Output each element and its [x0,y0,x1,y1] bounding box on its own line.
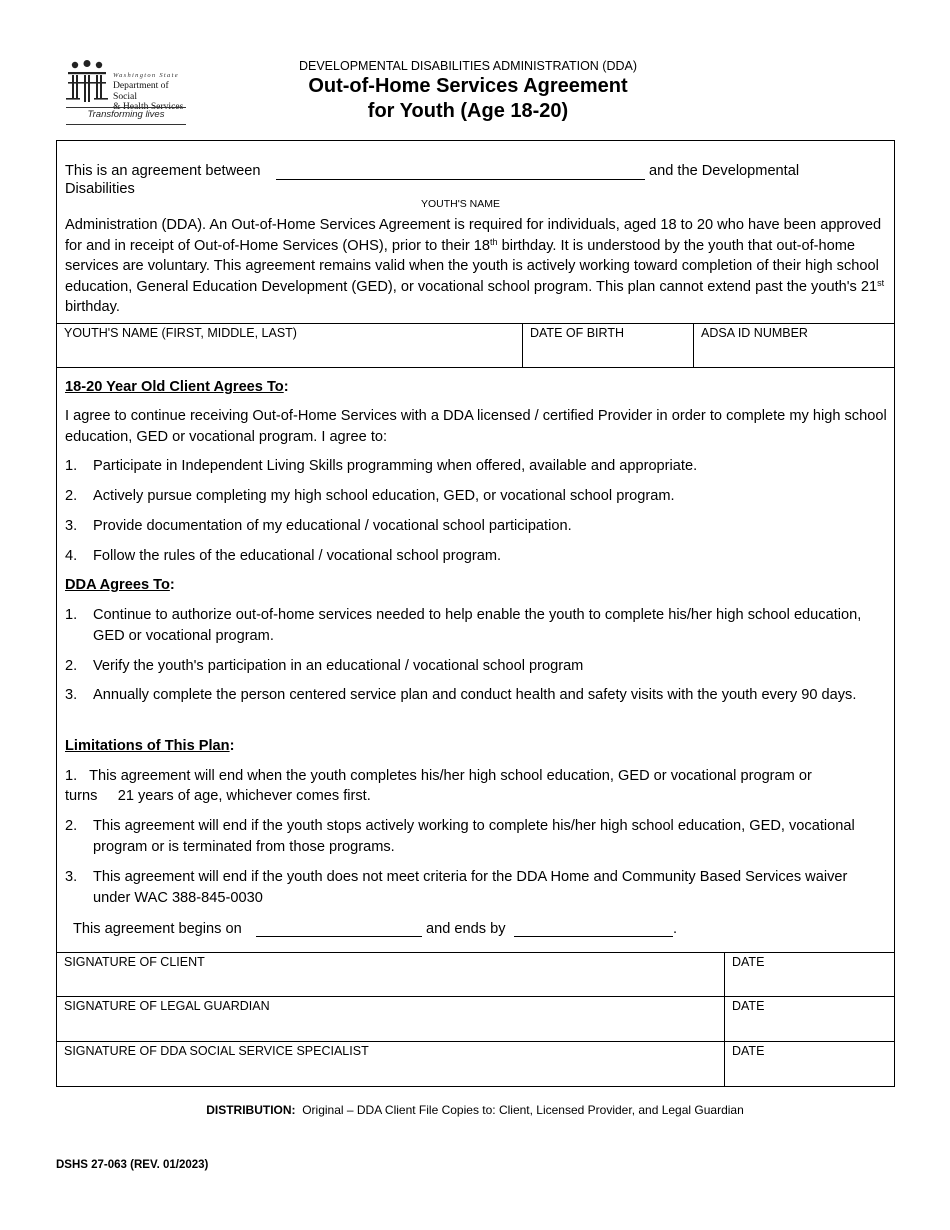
list-number: 3. [65,687,78,703]
intro-para-sup2: st [877,277,885,288]
form-title-line2: for Youth (Age 18-20) [367,99,569,122]
agency-name: DEVELOPMENTAL DISABILITIES ADMINISTRATION (DDA) [298,59,638,73]
dda-item-3 [65,685,887,706]
people-figures-icon [66,60,108,104]
agreement-begins-text: This agreement begins on [73,921,242,937]
list-item-text: Follow the rules of the educational / vocational school program. [93,548,502,564]
specialist-signature-date-field[interactable] [724,1042,894,1086]
logo-divider [66,107,186,108]
intro-para-part1: Administration (DDA). An Out-of-Home Services Agreement is required for individuals, aged 18 to 20 who have been approved for and in receipt of Out-of-Home Services (OHS), prior to their 18 [65,217,882,254]
form-title-line1: Out-of-Home Services Agreement [308,75,628,97]
list-number: 2. [65,488,78,504]
client-intro-text: I agree to continue receiving Out-of-Home Services with a DDA licensed / certified Provider in order to complete my high school education, GED or vocational program. I agree to: [65,408,887,445]
dda-heading-colon: : [169,577,175,593]
guardian-signature-field[interactable] [57,997,724,1041]
end-date-blank[interactable] [514,936,673,937]
youth-name-blank[interactable] [276,179,645,180]
distribution-label: DISTRIBUTION: [206,1103,296,1117]
limits-item-1-line1: 1. This agreement will end when the youth completes his/her high school education, GED or vocational program or [65,768,812,784]
logo-dept-line1: Department of Social [113,80,169,102]
list-number: 4. [65,548,78,564]
intro-para-part2: birthday. It is understood by the youth that out-of-home services are voluntary. This agreement remains valid when the youth is actively working toward completion of their high school education, General Education Development (GED), or vocational school program. This plan cannot extend past the youth's 21 [65,237,879,295]
form-number: DSHS 27-063 (REV. 01/2023) [56,1159,209,1171]
adsa-id-field[interactable] [693,324,894,368]
list-number: 3. [65,518,78,534]
date-of-birth-label: DATE OF BIRTH [530,326,624,340]
intro-para-sup1: th [490,236,498,247]
logo-state-text: Washington State [113,72,179,79]
list-item-text: Verify the youth's participation in an educational / vocational school program [93,658,584,674]
limits-heading-text: Limitations of This Plan [65,738,230,754]
list-item-text: This agreement will end if the youth stops actively working to complete his/her high school education, GED, vocational program or is terminated from those programs. [93,818,855,855]
date-label: DATE [732,955,765,969]
dda-section-heading [65,575,175,596]
client-item-1 [65,456,887,477]
list-item-text: Continue to authorize out-of-home services needed to help enable the youth to complete his/her high school education, GED or vocational program. [93,607,862,644]
client-item-2 [65,486,887,507]
list-item-text: Participate in Independent Living Skills programming when offered, available and appropriate. [93,458,698,474]
limits-item-3 [65,867,887,908]
list-item-text: Annually complete the person centered service plan and conduct health and safety visits with the youth every 90 days. [93,687,857,703]
list-number: 1. [65,607,78,623]
youth-name-caption: YOUTH'S NAME [420,198,500,210]
dshs-logo [66,60,188,126]
client-heading-text: 18-20 Year Old Client Agrees To [65,379,284,395]
limits-heading-colon: : [229,738,235,754]
list-number: 2. [65,818,78,834]
limits-section-heading [65,736,234,757]
list-number: 2. [65,658,78,674]
agreement-form [56,140,895,1087]
intro-para-part3: birthday. [65,299,120,315]
agreement-ends-text: and ends by [426,921,506,937]
intro-lead-text: This is an agreement between [65,163,261,179]
list-number: 1. [65,458,78,474]
logo-divider [66,124,186,125]
guardian-signature-label: SIGNATURE OF LEGAL GUARDIAN [64,999,270,1013]
client-section-heading [65,377,289,398]
intro-paragraph [65,215,887,318]
client-signature-date-field[interactable] [724,953,894,997]
distribution-text: Original – DDA Client File Copies to: Client, Licensed Provider, and Legal Guardian [302,1103,744,1117]
logo-tagline: Transforming lives [87,109,165,120]
limits-item-2 [65,816,887,857]
intro-lead-after-text: and the Developmental [649,163,800,179]
signature-row-specialist [57,1041,894,1086]
logo-dept-line2: & Health Services [113,101,184,112]
youth-id-row [57,323,894,368]
client-item-3 [65,516,887,537]
date-label: DATE [732,1044,765,1058]
specialist-signature-label: SIGNATURE OF DDA SOCIAL SERVICE SPECIALIST [64,1044,369,1058]
date-of-birth-field[interactable] [522,324,693,368]
signature-row-guardian [57,996,894,1041]
client-signature-label: SIGNATURE OF CLIENT [64,955,205,969]
client-item-4 [65,546,887,567]
list-item-text: Provide documentation of my educational / vocational school participation. [93,518,572,534]
specialist-signature-field[interactable] [57,1042,724,1086]
signature-row-client [57,952,894,997]
distribution-note [0,1103,950,1117]
client-heading-colon: : [283,379,289,395]
dda-item-1 [65,605,887,646]
list-item-text: This agreement will end if the youth does not meet criteria for the DDA Home and Community Based Services waiver under WAC 388-845-0030 [93,869,848,906]
intro-section [57,141,894,323]
list-number: 3. [65,869,78,885]
adsa-id-label: ADSA ID NUMBER [701,326,808,340]
dda-heading-text: DDA Agrees To [65,577,170,593]
guardian-signature-date-field[interactable] [724,997,894,1041]
youth-full-name-field[interactable] [57,324,522,368]
youth-full-name-label: YOUTH'S NAME (FIRST, MIDDLE, LAST) [64,326,297,340]
date-label: DATE [732,999,765,1013]
client-signature-field[interactable] [57,953,724,997]
limits-item-1-line2: turns 21 years of age, whichever comes first. [65,788,371,804]
intro-lead-line2: Disabilities [65,181,135,197]
form-title [210,74,726,123]
list-item-text: Actively pursue completing my high school education, GED, or vocational school program. [93,488,675,504]
agreement-period: . [673,921,678,937]
begin-date-blank[interactable] [256,936,422,937]
dda-item-2 [65,656,887,677]
